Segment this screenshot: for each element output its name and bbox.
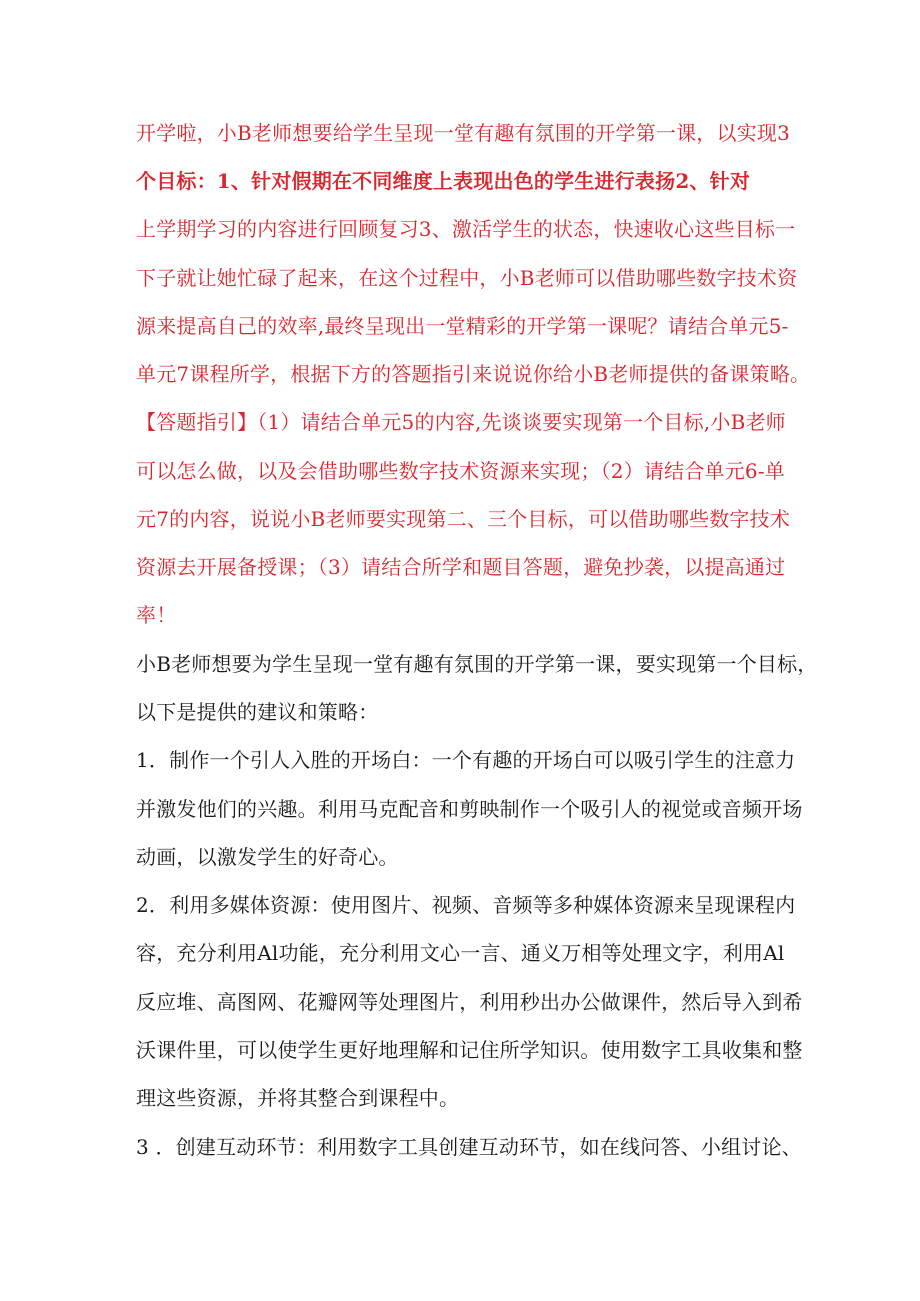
strategy-item-2: 反应堆、高图网、花瓣网等处理图片，利用秒出办公做课件，然后导入到希 bbox=[136, 990, 803, 1014]
strategy-item-1: 并激发他们的兴趣。利用马克配音和剪映制作一个吸引人的视觉或音频开场 bbox=[136, 797, 803, 821]
strategy-item-2: 容，充分利用Al功能，充分利用文心一言、通义万相等处理文字，利用Al bbox=[136, 941, 785, 965]
strategy-item-2: 沃课件里，可以使学生更好地理解和记住所学知识。使用数字工具收集和整 bbox=[136, 1038, 803, 1062]
answer-guide-line: 元7的内容，说说小B老师要实现第二、三个目标，可以借助哪些数字技术 bbox=[136, 507, 791, 531]
strategy-item-1: 动画，以激发学生的好奇心。 bbox=[136, 845, 399, 869]
answer-intro-line: 以下是提供的建议和策略： bbox=[136, 700, 379, 724]
prompt-line: 开学啦，小B老师想要给学生呈现一堂有趣有氛围的开学第一课，以实现3 bbox=[136, 121, 791, 145]
strategy-item-2: 理这些资源，并将其整合到课程中。 bbox=[136, 1086, 460, 1110]
answer-guide-line: 资源去开展备授课；（3）请结合所学和题目答题，避免抄袭，以提高通过 bbox=[136, 555, 786, 579]
prompt-line: 个目标：1、针对假期在不同维度上表现出色的学生进行表扬2、针对 bbox=[136, 169, 751, 193]
strategy-item-3: 3 ．创建互动环节：利用数字工具创建互动环节，如在线问答、小组讨论、 bbox=[136, 1135, 802, 1159]
answer-guide-line: 【答题指引】（1）请结合单元5的内容,先谈谈要实现第一个目标,小B老师 bbox=[136, 410, 786, 434]
prompt-line: 上学期学习的内容进行回顾复习3、激活学生的状态，快速收心这些目标一 bbox=[136, 217, 796, 241]
answer-guide-line: 可以怎么做，以及会借助哪些数字技术资源来实现；（2）请结合单元6-单 bbox=[136, 459, 786, 483]
answer-intro-line: 小B老师想要为学生呈现一堂有趣有氛围的开学第一课，要实现第一个目标， bbox=[136, 652, 818, 676]
prompt-line: 单元7课程所学，根据下方的答题指引来说说你给小B老师提供的备课策略。 bbox=[136, 362, 811, 386]
strategy-item-2: 2．利用多媒体资源：使用图片、视频、音频等多种媒体资源来呈现课程内 bbox=[136, 893, 796, 917]
answer-guide-line: 率！ bbox=[136, 603, 177, 627]
prompt-line: 下子就让她忙碌了起来，在这个过程中，小B老师可以借助哪些数字技术资 bbox=[136, 266, 798, 290]
prompt-line: 源来提高自己的效率,最终呈现出一堂精彩的开学第一课呢？请结合单元5- bbox=[136, 314, 789, 338]
strategy-item-1: 1．制作一个引人入胜的开场白：一个有趣的开场白可以吸引学生的注意力 bbox=[136, 748, 796, 772]
